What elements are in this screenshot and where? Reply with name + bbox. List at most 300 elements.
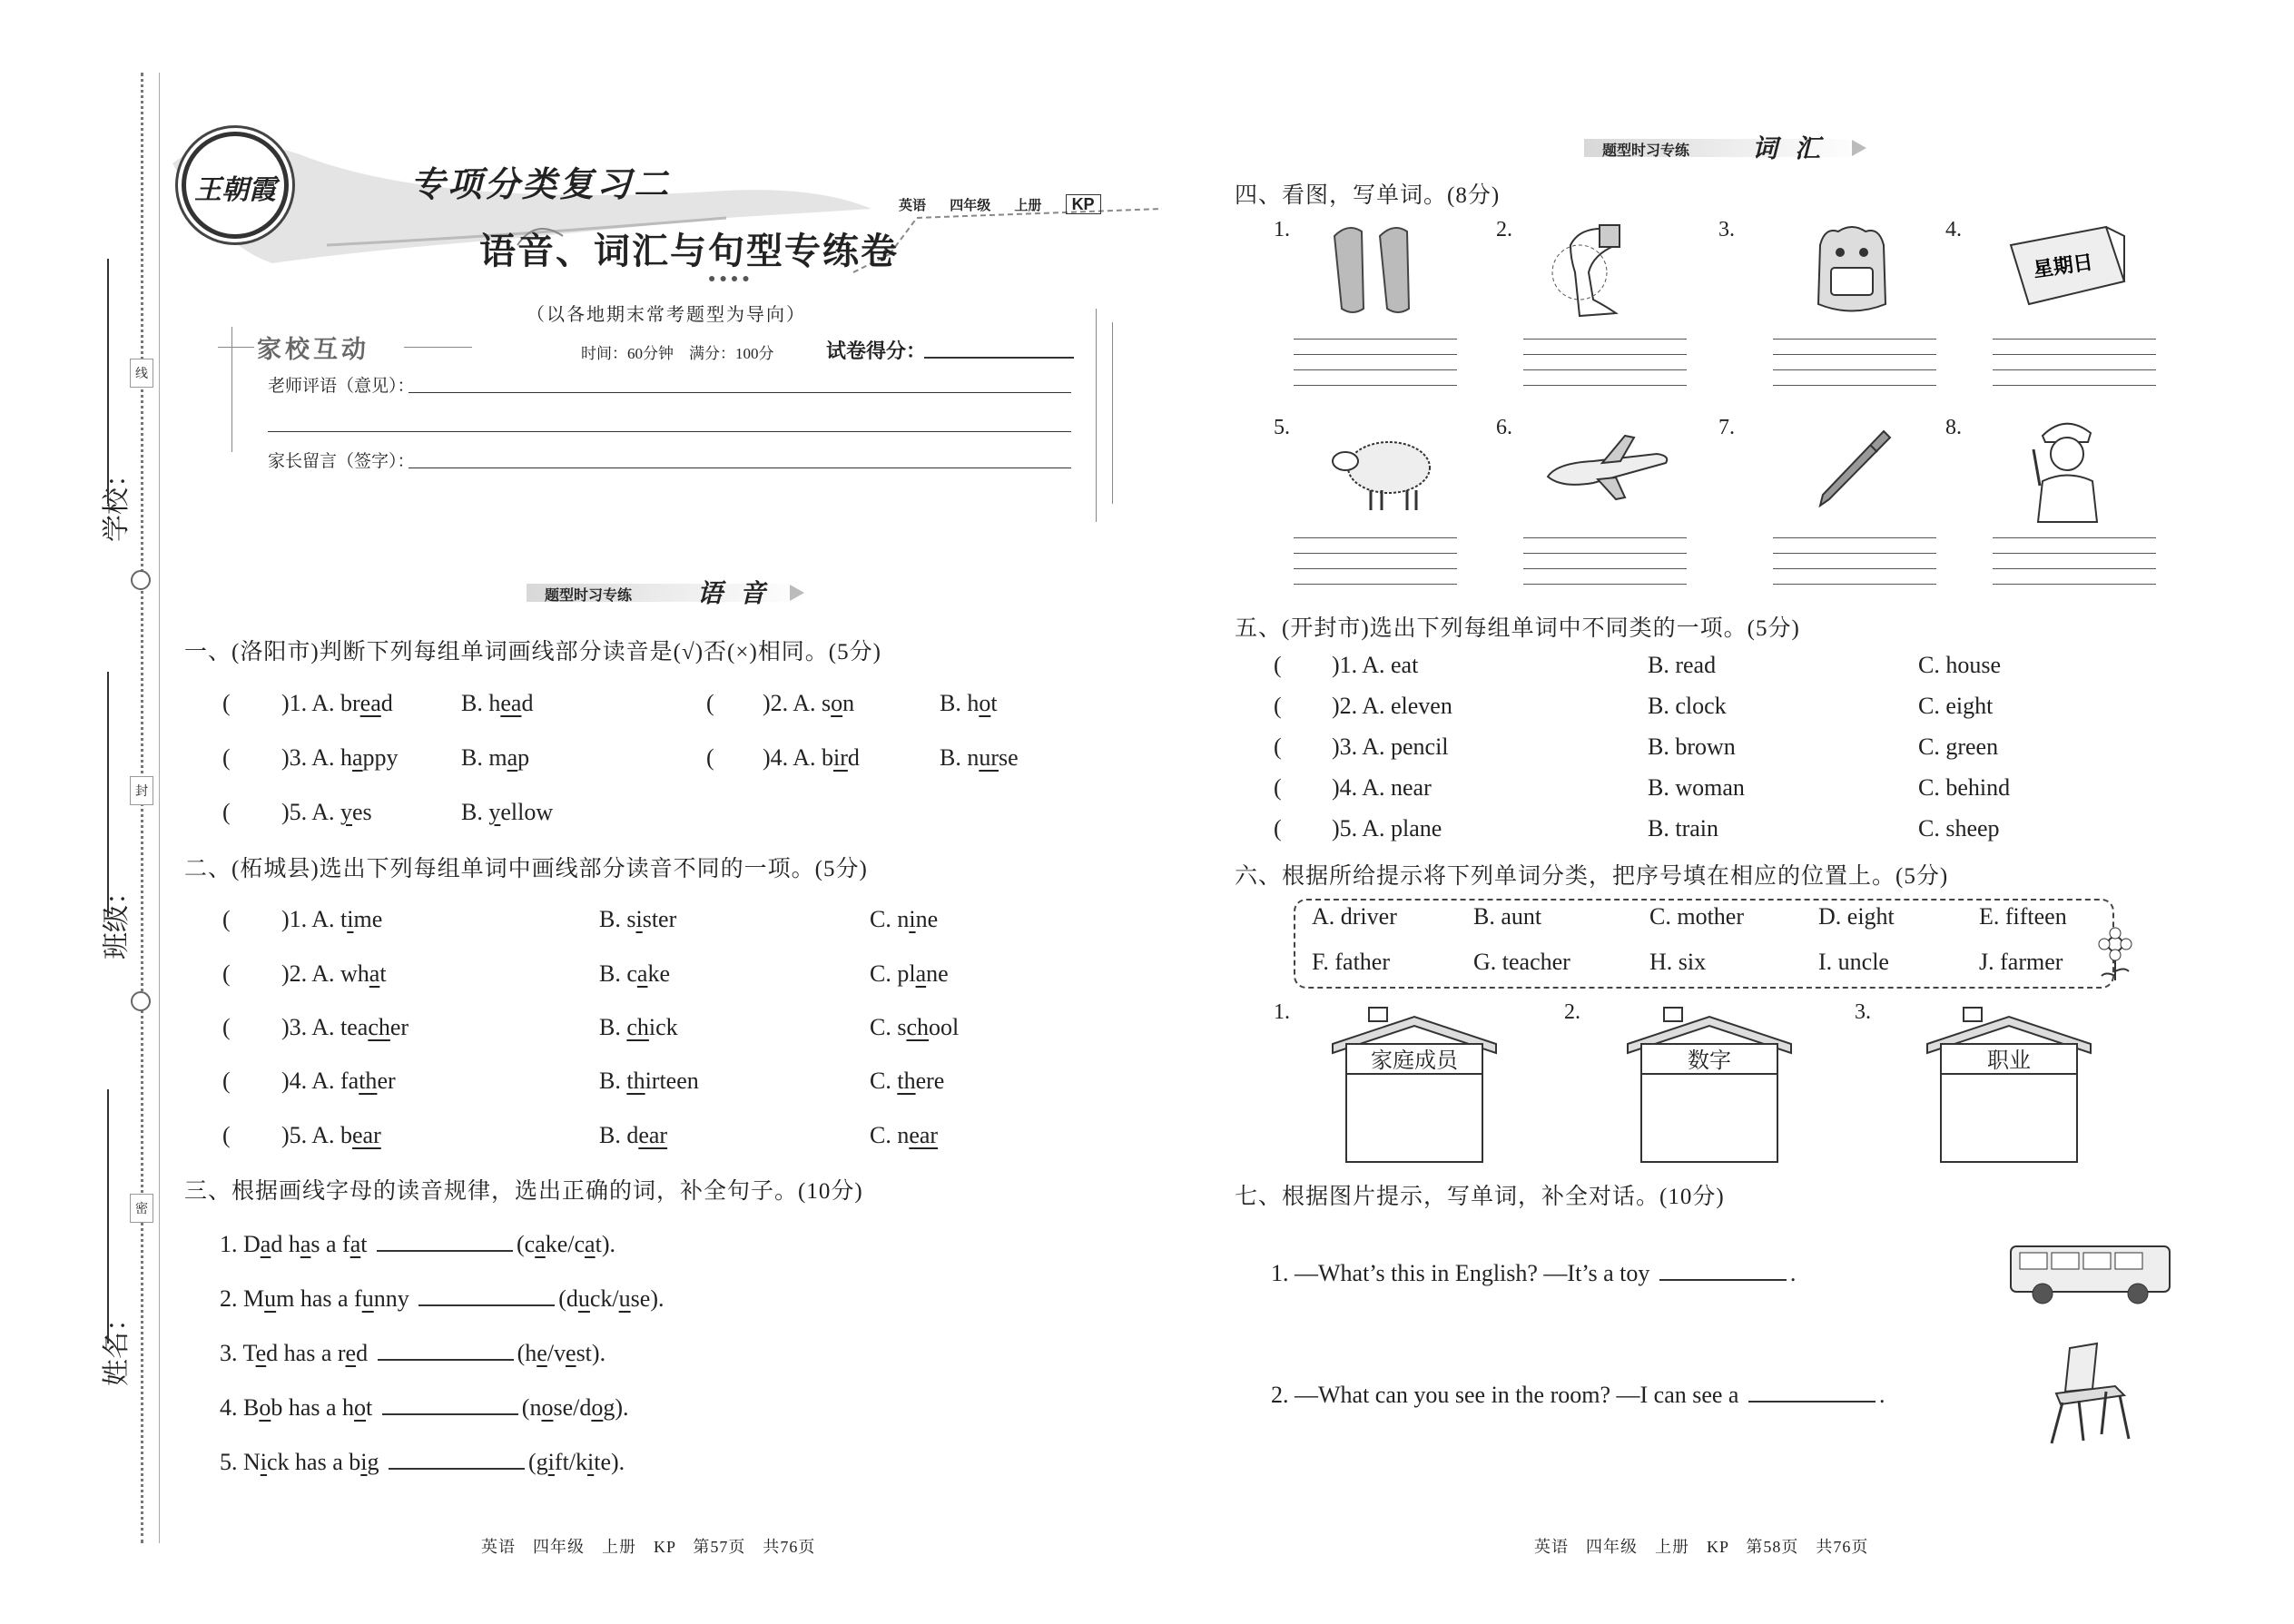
q4-writing-line[interactable] — [1993, 354, 2156, 355]
q2-item-1-a — [281, 906, 382, 933]
airplane-icon — [1539, 427, 1675, 508]
q2-answer-bracket[interactable]: ( — [222, 960, 231, 987]
word-part: ne — [915, 906, 939, 932]
word-bank-item: A. driver — [1312, 903, 1397, 930]
q1-item-4-b: B. nurse — [940, 744, 1019, 771]
word-part: t — [366, 1394, 373, 1421]
q2-item-5-b: B. dear — [599, 1122, 668, 1148]
seal-mark-1: 线 — [130, 359, 153, 388]
word-bank-item: G. teacher — [1473, 949, 1570, 975]
word-part: (c — [516, 1231, 536, 1257]
underlined-letters: ear — [352, 1122, 381, 1148]
q1-item-2 — [763, 690, 854, 717]
word-part: b — [822, 744, 833, 771]
vocabulary-banner-tag: 题型时习专练 — [1602, 143, 1690, 159]
word-part: n — [897, 1122, 910, 1148]
q4-writing-line[interactable] — [1993, 385, 2156, 386]
underlined-letters: o — [541, 1394, 554, 1421]
word-bank-item: E. fifteen — [1979, 903, 2067, 930]
home-school-frame — [1096, 309, 1098, 522]
q4-writing-line[interactable] — [1993, 369, 2156, 370]
home-school-rule — [404, 347, 472, 348]
word-part: t — [379, 960, 387, 987]
q5-item-3-c: C. green — [1918, 733, 1999, 760]
word-part: m — [488, 744, 507, 771]
word-part: n — [967, 744, 980, 771]
house-number-2: 2. — [1564, 1000, 1580, 1024]
q4-title: 四、看图，写单词。(8分) — [1235, 183, 1501, 208]
q5-item-1-a: )1. A. eat — [1332, 652, 1419, 678]
q5-answer-bracket[interactable]: ( — [1274, 693, 1282, 719]
house-number-3: 3. — [1855, 1000, 1871, 1024]
underlined-letters: a — [352, 744, 363, 771]
publisher-logo — [182, 132, 289, 239]
q4-writing-line[interactable] — [1523, 339, 1687, 340]
q2-item-5-c: C. near — [870, 1122, 939, 1148]
word-part: se/d — [553, 1394, 592, 1421]
q5-answer-bracket[interactable]: ( — [1274, 733, 1282, 760]
q5-answer-bracket[interactable]: ( — [1274, 652, 1282, 678]
answer-blank[interactable] — [1748, 1399, 1876, 1403]
nurse-icon — [2020, 413, 2111, 527]
word-part: ne — [926, 960, 949, 987]
q4-writing-line[interactable] — [1773, 385, 1936, 386]
underlined-letters: o — [354, 1394, 367, 1421]
q1-answer-bracket[interactable]: ( — [222, 690, 231, 716]
word-part: t — [990, 690, 998, 716]
house-answer-area[interactable] — [1348, 1076, 1482, 1160]
q3-sentence-3 — [220, 1340, 605, 1367]
word-part: se — [999, 744, 1019, 771]
q6-title: 六、根据所给提示将下列单词分类，把序号填在相应的位置上。(5分) — [1235, 864, 1949, 889]
q5-answer-bracket[interactable]: ( — [1274, 815, 1282, 842]
underlined-letters: y — [488, 799, 501, 825]
q1-item-5 — [281, 799, 372, 826]
home-school-heading: 家校互动 — [257, 336, 369, 363]
q5-item-2-b: B. clock — [1648, 693, 1727, 719]
word-part: ke/c — [545, 1231, 586, 1257]
underlined-letters: i — [547, 1449, 555, 1475]
answer-blank[interactable] — [378, 1357, 514, 1361]
q2-item-number: )5. A. — [281, 1122, 335, 1148]
q1-item-number: )4. A. — [763, 744, 816, 771]
dialogue-end: . — [1878, 1382, 1885, 1408]
binding-hole-icon — [131, 570, 151, 590]
sheep-icon — [1325, 427, 1443, 517]
q4-writing-line[interactable] — [1993, 584, 2156, 585]
logo-text: 王朝霞 — [194, 175, 276, 205]
series-title: 专项分类复习二 — [410, 166, 672, 204]
word-bank-item: H. six — [1649, 949, 1707, 975]
q5-item-4-c: C. behind — [1918, 774, 2011, 801]
underlined-letters: u — [577, 1285, 590, 1312]
word-bank-item: J. farmer — [1979, 949, 2063, 975]
word-part: t). — [595, 1231, 615, 1257]
q4-number-7: 7. — [1718, 416, 1735, 439]
word-part: (g — [528, 1449, 548, 1475]
q4-writing-line[interactable] — [1523, 568, 1687, 569]
word-part: 2. M — [220, 1285, 265, 1312]
q5-item-1-c: C. house — [1918, 652, 2001, 678]
underlined-letters: u — [361, 1285, 374, 1312]
q1-item-1 — [281, 690, 393, 717]
q2-answer-bracket[interactable]: ( — [222, 1068, 231, 1094]
main-title: 语音、词汇与句型专练卷 — [479, 231, 899, 271]
q5-answer-bracket[interactable]: ( — [1274, 774, 1282, 801]
meta-edition: KP — [1066, 194, 1101, 214]
class-input-line[interactable] — [107, 672, 109, 917]
underlined-letters: ur — [979, 744, 999, 771]
q5-title: 五、(开封市)选出下列每组单词中不同类的一项。(5分) — [1235, 616, 1800, 641]
home-school-rule — [218, 347, 254, 348]
word-part: 4. B — [220, 1394, 260, 1421]
underlined-letters: ir — [833, 744, 848, 771]
q7-title: 七、根据图片提示，写单词，补全对话。(10分) — [1235, 1185, 1725, 1209]
answer-blank[interactable] — [382, 1412, 518, 1415]
q2-item-1-c: C. nine — [870, 906, 939, 932]
underlined-letters: i — [347, 906, 354, 932]
q2-item-1-b: B. sister — [599, 906, 677, 932]
word-part: er — [377, 1068, 396, 1094]
teacher-comment-label: 老师评语（意见）： — [268, 377, 415, 396]
word-part: p — [517, 744, 530, 771]
underlined-letters: a — [300, 1231, 311, 1257]
q2-item-number: )2. A. — [281, 960, 335, 987]
right-page-footer: 英语 四年级 上册 KP 第58页 共76页 — [1534, 1538, 1869, 1556]
word-part: s — [897, 1014, 907, 1040]
score-input-line[interactable] — [924, 357, 1074, 359]
seal-mark-3: 密 — [130, 1194, 153, 1223]
answer-blank[interactable] — [377, 1248, 513, 1252]
underlined-letters: e — [537, 1340, 547, 1366]
underlined-letters: o — [591, 1394, 604, 1421]
name-input-line[interactable] — [107, 1089, 109, 1343]
word-bank-item: C. mother — [1649, 903, 1744, 930]
answer-blank[interactable] — [418, 1303, 555, 1306]
q4-writing-line[interactable] — [1294, 354, 1457, 355]
word-part: d — [626, 1122, 639, 1148]
answer-blank[interactable] — [389, 1466, 525, 1470]
word-part: 1. D — [220, 1231, 261, 1257]
underlined-letters: o — [979, 690, 991, 716]
q1-item-1-b: B. head — [461, 690, 534, 716]
word-part: h — [340, 744, 352, 771]
underlined-letters: u — [264, 1285, 277, 1312]
q4-writing-line[interactable] — [1773, 339, 1936, 340]
q2-item-2-b: B. cake — [599, 960, 670, 987]
house-label-family: 家庭成员 — [1371, 1049, 1458, 1073]
q2-item-5-a — [281, 1122, 381, 1149]
word-part: 3. T — [220, 1340, 256, 1366]
q4-number-2: 2. — [1496, 218, 1512, 241]
q4-writing-line[interactable] — [1523, 385, 1687, 386]
q1-item-3-b: B. map — [461, 744, 530, 771]
q1-item-2-b: B. hot — [940, 690, 998, 716]
underlined-letters: ch — [626, 1014, 649, 1040]
underlined-letters: th — [359, 1068, 378, 1094]
word-part: s a f — [310, 1231, 350, 1257]
calendar-icon — [2002, 222, 2129, 313]
q1-item-number: )1. A. — [281, 690, 335, 716]
word-part: nny — [373, 1285, 409, 1312]
meta-subject: 英语 — [899, 198, 927, 213]
q2-answer-bracket[interactable]: ( — [222, 1122, 231, 1148]
underlined-letters: e — [345, 1340, 357, 1366]
q4-writing-line[interactable] — [1294, 385, 1457, 386]
word-part: ck/ — [589, 1285, 619, 1312]
q3-sentence-4 — [220, 1394, 629, 1422]
teacher-comment-line[interactable] — [268, 431, 1071, 432]
q1-answer-bracket[interactable]: ( — [222, 744, 231, 771]
underlined-letters: th — [897, 1068, 916, 1094]
word-part: h — [488, 690, 501, 716]
q2-item-number: )1. A. — [281, 906, 335, 932]
q4-writing-line[interactable] — [1523, 584, 1687, 585]
underlined-letters: i — [360, 1449, 368, 1475]
word-part: tea — [340, 1014, 369, 1040]
q1-item-5-b: B. yellow — [461, 799, 554, 825]
house-answer-area[interactable] — [1943, 1076, 2077, 1160]
calendar-text: 星期日 — [2032, 251, 2095, 282]
q1-item-3 — [281, 744, 399, 772]
q2-answer-bracket[interactable]: ( — [222, 1014, 231, 1040]
backpack-toy-icon — [1802, 218, 1902, 322]
answer-blank[interactable] — [1659, 1277, 1787, 1281]
q2-item-2-a — [281, 960, 387, 988]
word-part: me — [353, 906, 383, 932]
parent-comment-label: 家长留言（签字）： — [268, 452, 415, 471]
word-part: d — [521, 690, 534, 716]
word-part: br — [340, 690, 360, 716]
word-part: pl — [897, 960, 916, 987]
q4-number-6: 6. — [1496, 416, 1512, 439]
underlined-letters: ea — [500, 690, 522, 716]
word-part: ppy — [362, 744, 399, 771]
word-bank-item: F. father — [1312, 949, 1390, 975]
q4-writing-line[interactable] — [1523, 537, 1687, 538]
word-part: ellow — [500, 799, 554, 825]
q4-writing-line[interactable] — [1294, 339, 1457, 340]
meta-term: 上册 — [1014, 198, 1042, 213]
q4-number-3: 3. — [1718, 218, 1735, 241]
word-part: st). — [576, 1340, 606, 1366]
underlined-letters: u — [618, 1285, 631, 1312]
word-part: b — [340, 1122, 352, 1148]
q4-number-8: 8. — [1945, 416, 1962, 439]
meta-strip — [899, 195, 1101, 214]
q3-title: 三、根据画线字母的读音规律，选出正确的词，补全句子。(10分) — [184, 1179, 863, 1204]
q5-item-4-b: B. woman — [1648, 774, 1745, 801]
word-part: es — [352, 799, 372, 825]
underlined-letters: a — [507, 744, 518, 771]
title-dots: ●●●● — [708, 272, 753, 286]
word-part: te). — [594, 1449, 625, 1475]
word-part: fa — [340, 1068, 359, 1094]
word-part: (n — [521, 1394, 542, 1421]
underlined-letters: e — [566, 1340, 576, 1366]
q4-writing-line[interactable] — [1773, 584, 1936, 585]
q2-item-2-c: C. plane — [870, 960, 949, 987]
q2-item-number: )3. A. — [281, 1014, 335, 1040]
q1-item-number: )2. A. — [763, 690, 816, 716]
underlined-letters: a — [636, 960, 648, 987]
underlined-letters: i — [260, 1449, 268, 1475]
chair-icon — [2033, 1339, 2142, 1448]
word-part: ool — [929, 1014, 960, 1040]
word-part: (h — [517, 1340, 537, 1366]
word-part: m has a f — [276, 1285, 362, 1312]
q4-writing-line[interactable] — [1523, 553, 1687, 554]
word-part: se). — [630, 1285, 665, 1312]
q4-number-1: 1. — [1274, 218, 1290, 241]
word-part: wh — [340, 960, 369, 987]
word-part: ick — [648, 1014, 678, 1040]
q2-answer-bracket[interactable]: ( — [222, 906, 231, 932]
q3-sentence-1 — [220, 1231, 615, 1258]
school-label: 学校： — [102, 460, 132, 542]
flower-icon — [2092, 926, 2138, 985]
q4-writing-line[interactable] — [1294, 553, 1457, 554]
word-part: t — [340, 906, 348, 932]
q4-writing-line[interactable] — [1294, 584, 1457, 585]
underlined-letters: ear — [909, 1122, 939, 1148]
q7-dialogue-2 — [1271, 1382, 1885, 1409]
q1-title: 一、(洛阳市)判断下列每组单词画线部分读音是(√)否(×)相同。(5分) — [184, 640, 881, 664]
q2-title: 二、(柘城县)选出下列每组单词中画线部分读音不同的一项。(5分) — [184, 857, 868, 881]
word-part: s — [822, 690, 832, 716]
q2-item-4-a — [281, 1068, 396, 1095]
word-bank-item: B. aunt — [1473, 903, 1542, 930]
eleven-number-icon — [1325, 218, 1425, 318]
q5-item-3-a: )3. A. pencil — [1332, 733, 1449, 760]
q5-item-2-c: C. eight — [1918, 693, 1994, 719]
q2-item-number: )4. A. — [281, 1068, 335, 1094]
word-part: b has a h — [271, 1394, 355, 1421]
word-part: er — [389, 1014, 409, 1040]
q4-writing-line[interactable] — [1993, 537, 2156, 538]
house-answer-area[interactable] — [1643, 1076, 1777, 1160]
q3-sentence-2 — [220, 1285, 664, 1313]
q4-number-5: 5. — [1274, 416, 1290, 439]
q4-writing-line[interactable] — [1993, 553, 2156, 554]
leg-icon — [1543, 218, 1643, 322]
meta-grade: 四年级 — [950, 198, 991, 213]
banner-arrow-icon — [1852, 140, 1866, 156]
home-school-frame — [231, 327, 233, 452]
dialogue-end: . — [1789, 1260, 1797, 1286]
q2-item-4-b: B. thirteen — [599, 1068, 699, 1094]
seal-mark-2: 封 — [130, 776, 153, 805]
score-label: 试卷得分： — [826, 340, 927, 362]
underlined-letters: ch — [906, 1014, 930, 1040]
q4-writing-line[interactable] — [1993, 568, 2156, 569]
q4-writing-line[interactable] — [1773, 553, 1936, 554]
q5-item-3-b: B. brown — [1648, 733, 1736, 760]
word-part: s — [626, 906, 636, 932]
q1-answer-bracket[interactable]: ( — [706, 744, 714, 771]
underlined-letters: a — [535, 1231, 546, 1257]
underlined-letters: th — [626, 1068, 645, 1094]
q1-item-4 — [763, 744, 860, 772]
pen-icon — [1807, 422, 1897, 513]
dialogue-text: 2. —What can you see in the room? —I can see a — [1271, 1382, 1739, 1408]
word-part: /v — [546, 1340, 566, 1366]
phonetics-banner-tag: 题型时习专练 — [545, 588, 633, 604]
q1-answer-bracket[interactable]: ( — [222, 799, 231, 825]
q4-writing-line[interactable] — [1294, 537, 1457, 538]
q1-answer-bracket[interactable]: ( — [706, 690, 714, 716]
word-part: d h — [271, 1231, 300, 1257]
underlined-letters: a — [585, 1231, 596, 1257]
dialogue-text: 1. —What’s this in English? —It’s a toy — [1271, 1260, 1650, 1286]
q4-writing-line[interactable] — [1294, 568, 1457, 569]
q5-item-5-b: B. train — [1648, 815, 1718, 842]
vocabulary-banner-title: 词 汇 — [1752, 135, 1826, 163]
q4-writing-line[interactable] — [1294, 369, 1457, 370]
word-part: d — [847, 744, 860, 771]
word-part: ck has a b — [267, 1449, 361, 1475]
name-label: 姓名： — [102, 1304, 132, 1386]
underlined-letters: a — [915, 960, 927, 987]
class-label: 班级： — [102, 878, 132, 960]
underlined-letters: o — [259, 1394, 271, 1421]
word-part: t — [360, 1231, 368, 1257]
binding-dotted-line — [141, 73, 143, 1543]
q5-item-5-a: )5. A. plane — [1332, 815, 1442, 842]
q4-writing-line[interactable] — [1773, 354, 1936, 355]
word-part: d — [380, 690, 393, 716]
word-part: g — [367, 1449, 379, 1475]
q5-item-1-b: B. read — [1648, 652, 1717, 678]
q4-writing-line[interactable] — [1773, 369, 1936, 370]
underlined-letters: a — [350, 1231, 361, 1257]
word-part: ft/k — [554, 1449, 588, 1475]
home-school-frame — [1112, 322, 1114, 504]
word-part: n — [897, 906, 910, 932]
q1-item-number: )3. A. — [281, 744, 335, 771]
underlined-letters: i — [587, 1449, 595, 1475]
q4-number-4: 4. — [1945, 218, 1962, 241]
word-part: ere — [915, 1068, 945, 1094]
q5-item-2-a: )2. A. eleven — [1332, 693, 1452, 719]
underlined-letters: i — [909, 906, 916, 932]
q4-writing-line[interactable] — [1523, 354, 1687, 355]
word-part: c — [626, 960, 637, 987]
q4-writing-line[interactable] — [1773, 537, 1936, 538]
underlined-letters: a — [260, 1231, 271, 1257]
word-part: ster — [642, 906, 677, 932]
school-input-line[interactable] — [107, 259, 109, 504]
time-score: 时间：60分钟 满分：100分 — [581, 345, 774, 362]
house-label-numbers: 数字 — [1688, 1049, 1731, 1073]
underlined-letters: ear — [638, 1122, 668, 1148]
q4-writing-line[interactable] — [1773, 568, 1936, 569]
teacher-comment-line[interactable] — [409, 392, 1071, 393]
q4-writing-line[interactable] — [1993, 339, 2156, 340]
house-label-jobs: 职业 — [1987, 1049, 2031, 1073]
q7-dialogue-1 — [1271, 1260, 1796, 1287]
binding-solid-line — [159, 73, 160, 1543]
subtitle: （以各地期末常考题型为导向） — [527, 305, 806, 325]
underlined-letters: e — [255, 1340, 267, 1366]
word-part: n — [842, 690, 855, 716]
q4-writing-line[interactable] — [1523, 369, 1687, 370]
phonetics-banner-title: 语 音 — [697, 580, 772, 608]
word-part: h — [967, 690, 980, 716]
word-part: 5. N — [220, 1449, 261, 1475]
word-part: d has a r — [266, 1340, 346, 1366]
underlined-letters: ch — [368, 1014, 390, 1040]
